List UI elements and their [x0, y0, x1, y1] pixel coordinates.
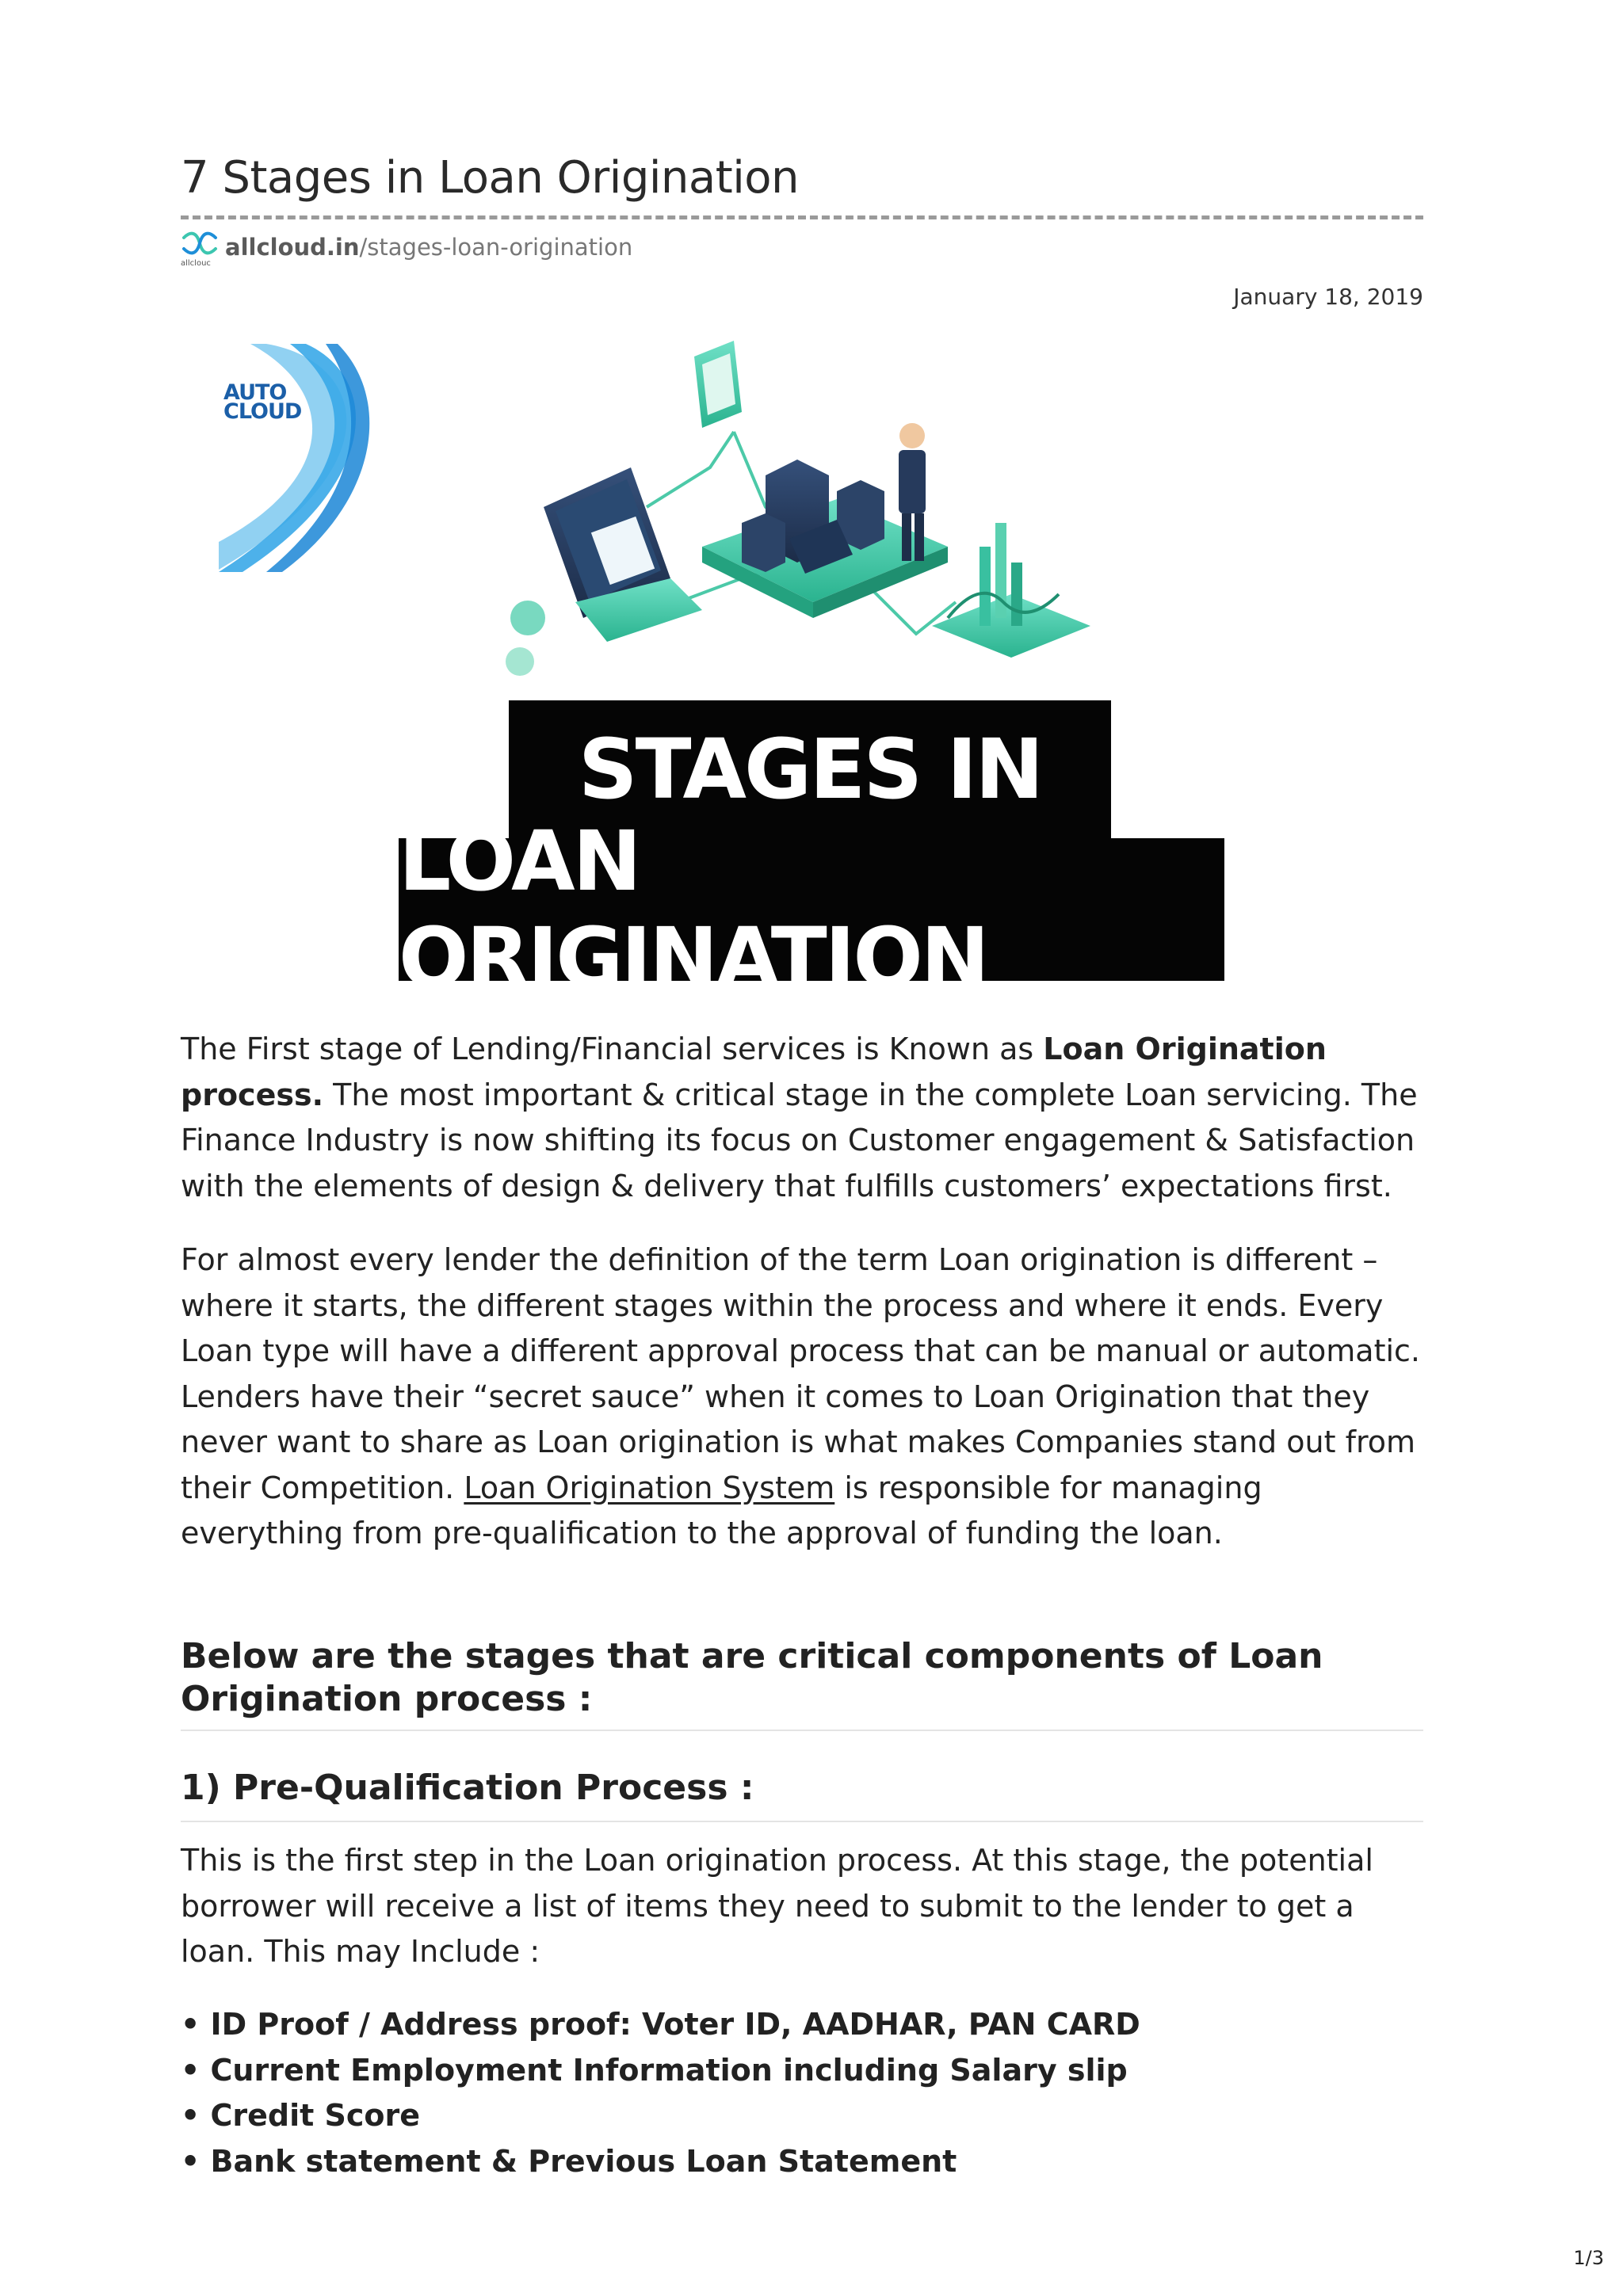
isometric-illustration	[504, 341, 1106, 689]
allcloud-logo-icon	[181, 230, 219, 268]
autocloud-logo-text: AUTO CLOUD	[223, 380, 302, 424]
stage-1-paragraph: This is the first step in the Loan origination process. At this stage, the potential borrower will receive a list of items they need to submit to the lender to get a loan. This may Include :	[181, 1843, 1373, 1969]
intro-paragraph: The First stage of Lending/Financial services is Known as Loan Origination process. The most important & critical stage in the complete Loan servicing. The Finance Industry is now shifting its focus on Customer engagement & Satisfaction with the elements of design & delivery that fulfills customers’ expectations first.	[181, 1032, 1418, 1203]
source-line[interactable]	[181, 230, 633, 268]
hero-image	[219, 341, 1281, 1006]
autocloud-logo	[219, 344, 385, 572]
publish-date: January 18, 2019	[1233, 284, 1423, 310]
list-item: • ID Proof / Address proof: Voter ID, AADHAR, PAN CARD	[181, 2007, 1140, 2042]
list-item: • Credit Score	[181, 2098, 421, 2133]
banner-text-line1: STAGES IN	[578, 721, 1042, 818]
page-number: 1/3	[1573, 2247, 1604, 2269]
banner-loan-origination	[399, 813, 1224, 1006]
list-item: • Current Employment Information including Salary slip	[181, 2052, 1128, 2088]
stage-1-divider	[181, 1821, 1423, 1822]
list-item: • Bank statement & Previous Loan Statement	[181, 2143, 957, 2179]
section-heading: Below are the stages that are critical components of Loan Origination process :	[181, 1636, 1323, 1719]
title-divider	[181, 215, 1423, 219]
source-domain[interactable]: allcloud.in	[225, 234, 360, 261]
stage-1-heading: 1) Pre-Qualification Process :	[181, 1768, 754, 1808]
loan-origination-system-link[interactable]: Loan Origination System	[464, 1470, 835, 1505]
definition-paragraph: For almost every lender the definition of the term Loan origination is different – where it starts, the different stages within the process and where it ends. Every Loan type will have a different approval process that can be manual or automatic. Lenders have their “secret sauce” when it comes to Loan Origination that they never want to share as Loan origination is what makes Companies stand out from their Competition. Loan Origination System is responsible for managing everything from pre-qualification to the approval of funding the loan.	[181, 1242, 1420, 1550]
section-divider	[181, 1730, 1423, 1731]
requirements-list	[181, 2002, 1425, 2184]
page-title: 7 Stages in Loan Origination	[181, 152, 800, 204]
source-path[interactable]: /stages-loan-origination	[359, 234, 633, 261]
source-logo-caption: allclouc	[181, 259, 211, 268]
intro-bold-term: Loan Origination process.	[181, 1032, 1327, 1112]
banner-text-line2: LOAN ORIGINATION	[399, 813, 987, 1006]
